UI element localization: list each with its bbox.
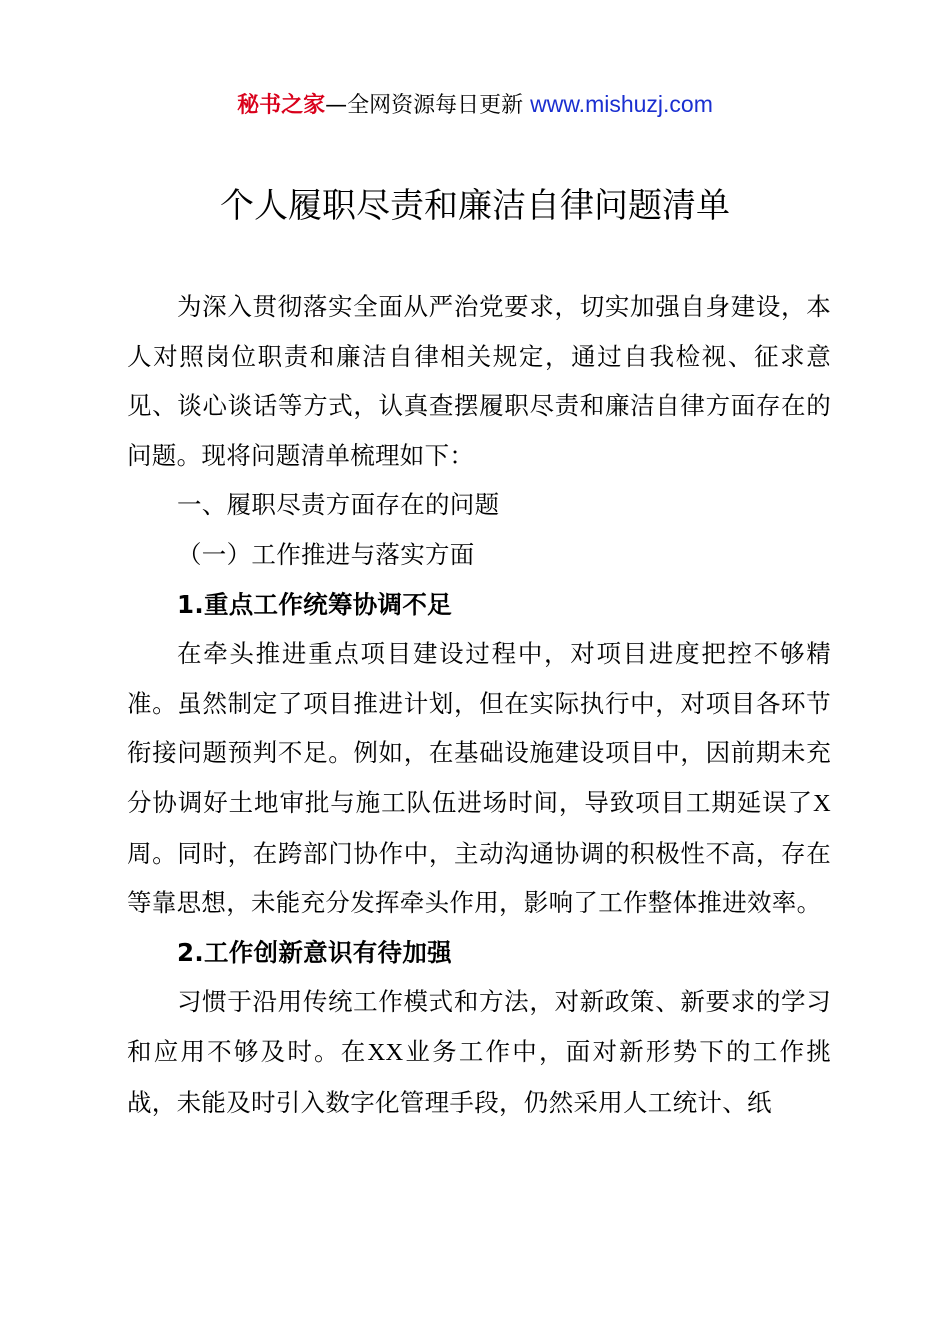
item-heading: 1.重点工作统筹协调不足 <box>177 589 452 619</box>
site-header <box>0 86 950 124</box>
document-title: 个人履职尽责和廉洁自律问题清单 <box>220 186 730 226</box>
item-paragraph <box>127 629 831 928</box>
item-text: 周。同时，在跨部门协作中，主动沟通协调的积极性不高，存在等靠思想，未能充分发挥牵头作用，影响了工作整体推进效率。 <box>127 838 831 918</box>
item-paragraph <box>127 977 831 1127</box>
item-text: 业务工作中，面对新形势下的工作挑战，未能及时引入数字化管理手段，仍然采用人工统计、纸 <box>127 1036 831 1117</box>
site-url-link[interactable]: www.mishuzj.com <box>530 91 713 117</box>
site-tagline: —全网资源每日更新 <box>325 93 531 118</box>
item-heading: 2.工作创新意识有待加强 <box>177 937 452 967</box>
section-heading: 一、履职尽责方面存在的问题 <box>177 490 500 520</box>
document-body <box>127 282 831 1127</box>
item-text: X <box>813 789 831 817</box>
item-text: 习惯于沿用传统工作模式和方法，对新政策、新要求的学习和应用不够及时。在 <box>127 987 831 1066</box>
site-brand: 秘书之家 <box>237 93 326 118</box>
item-text: XX <box>367 1038 404 1066</box>
item-text: 在牵头推进重点项目建设过程中，对项目进度把控不够精准。虽然制定了项目推进计划，但在实际执行中，对项目各环节衔接问题预判不足。例如，在基础设施建设项目中，因前期未充分协调好土地审批与施工队伍进场时间，导致项目工期延误了 <box>127 639 831 817</box>
intro-paragraph: 为深入贯彻落实全面从严治党要求，切实加强自身建设，本人对照岗位职责和廉洁自律相关规定，通过自我检视、征求意见、谈心谈话等方式，认真查摆履职尽责和廉洁自律方面存在的问题。现将问题清单梳理如下： <box>127 292 831 470</box>
subsection-heading: （一）工作推进与落实方面 <box>177 539 475 569</box>
